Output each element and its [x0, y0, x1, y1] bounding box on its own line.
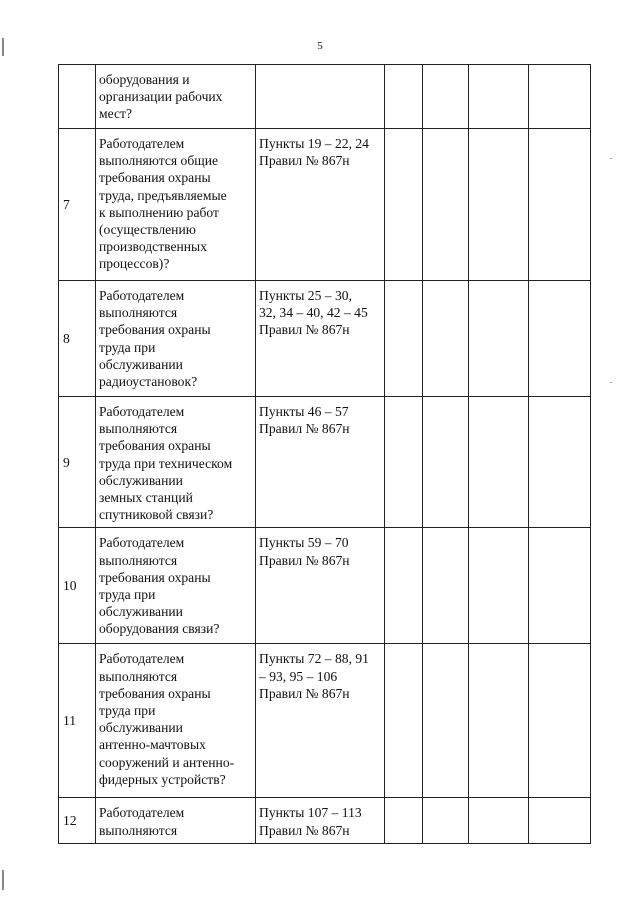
answer-cell: [529, 281, 591, 397]
question-line: Работодателем: [99, 288, 185, 303]
answer-cell: [423, 397, 469, 528]
requirements-cell: [256, 397, 385, 528]
requirements-cell: [256, 281, 385, 397]
answer-cell: [423, 644, 469, 798]
answer-cell: [423, 281, 469, 397]
requirements-line: Правил № 867н: [259, 552, 350, 568]
question-line: спутниковой связи?: [99, 507, 214, 523]
answer-cell: [423, 129, 469, 281]
question-cell: [96, 129, 256, 281]
requirements-cell: [256, 129, 385, 281]
question-line: производственных: [99, 239, 207, 255]
requirements-cell: [256, 798, 385, 843]
answer-cell: [529, 65, 591, 129]
table-row: [59, 65, 591, 129]
table-row: [59, 644, 591, 798]
requirements-line: Правил № 867н: [259, 322, 350, 338]
answer-cell: [529, 644, 591, 798]
question-cell: [96, 281, 256, 397]
requirements-line: Правил № 867н: [259, 153, 350, 169]
requirements-line: Пункты 72 – 88, 91: [259, 651, 369, 667]
question-line: (осуществлению: [99, 222, 196, 238]
requirements-line: Правил № 867н: [259, 822, 350, 838]
question-line: выполняются: [99, 305, 178, 321]
requirements-line: Пункты 59 – 70: [259, 535, 349, 551]
question-cell: [96, 644, 256, 798]
scan-speck: [610, 382, 612, 383]
table-row: [59, 129, 591, 281]
answer-cell: [469, 798, 529, 843]
answer-cell: [423, 798, 469, 843]
question-cell: [96, 397, 256, 528]
answer-cell: [469, 528, 529, 644]
page-number: 5: [317, 40, 323, 52]
question-line: фидерных устройств?: [99, 771, 226, 787]
answer-cell: [385, 528, 423, 644]
answer-cell: [423, 528, 469, 644]
question-line: требования охраны: [99, 170, 211, 186]
requirements-cell: [256, 65, 385, 129]
answer-cell: [469, 129, 529, 281]
row-number: [59, 65, 96, 129]
row-number: 8: [59, 281, 96, 397]
question-line: труда при: [99, 703, 156, 719]
question-line: обслуживании: [99, 356, 183, 372]
question-line: Работодателем: [99, 805, 185, 821]
requirements-line: 32, 34 – 40, 42 – 45: [259, 305, 368, 321]
question-line: требования охраны: [99, 322, 211, 338]
question-line: труда при техническом: [99, 455, 233, 471]
answer-cell: [385, 281, 423, 397]
question-line: труда при: [99, 587, 156, 603]
question-cell: [96, 528, 256, 644]
answer-cell: [469, 65, 529, 129]
requirements-line: Пункты 25 – 30,: [259, 288, 352, 303]
question-line: Работодателем: [99, 651, 185, 667]
question-line: обслуживании: [99, 720, 183, 736]
answer-cell: [469, 644, 529, 798]
question-line: обслуживании: [99, 472, 183, 488]
row-number: 7: [59, 129, 96, 281]
answer-cell: [529, 798, 591, 843]
row-number: 12: [59, 798, 96, 843]
row-number: 9: [59, 397, 96, 528]
answer-cell: [529, 528, 591, 644]
table-row: [59, 397, 591, 528]
scan-edge-mark: [2, 870, 4, 890]
question-line: Работодателем: [99, 535, 185, 551]
question-line: Работодателем: [99, 404, 185, 419]
requirements-line: Правил № 867н: [259, 421, 350, 437]
question-line: организации рабочих: [99, 89, 223, 105]
question-line: выполняются: [99, 421, 178, 437]
question-line: выполняются: [99, 668, 178, 684]
answer-cell: [385, 129, 423, 281]
row-number: 11: [59, 644, 96, 798]
requirements-line: Правил № 867н: [259, 685, 350, 701]
question-line: к выполнению работ: [99, 204, 219, 220]
question-cell: [96, 65, 256, 129]
answer-cell: [469, 397, 529, 528]
question-line: труда при: [99, 339, 156, 355]
checklist-table: [58, 64, 591, 844]
answer-cell: [529, 129, 591, 281]
question-line: оборудования связи?: [99, 621, 220, 637]
requirements-cell: [256, 528, 385, 644]
question-cell: [96, 798, 256, 843]
requirements-line: Пункты 19 – 22, 24: [259, 136, 369, 151]
question-line: оборудования и: [99, 72, 190, 87]
question-line: Работодателем: [99, 136, 185, 151]
requirements-line: – 93, 95 – 106: [259, 668, 338, 684]
answer-cell: [469, 281, 529, 397]
requirements-line: Пункты 46 – 57: [259, 404, 349, 419]
question-line: обслуживании: [99, 604, 183, 620]
answer-cell: [529, 397, 591, 528]
question-line: сооружений и антенно-: [99, 754, 235, 770]
question-line: требования охраны: [99, 685, 211, 701]
question-line: мест?: [99, 106, 132, 122]
question-line: выполняются общие: [99, 153, 219, 169]
question-line: антенно-мачтовых: [99, 737, 206, 753]
answer-cell: [385, 644, 423, 798]
requirements-line: Пункты 107 – 113: [259, 805, 362, 821]
question-line: радиоустановок?: [99, 374, 198, 390]
table-row: [59, 281, 591, 397]
answer-cell: [423, 65, 469, 129]
question-line: требования охраны: [99, 569, 211, 585]
question-line: требования охраны: [99, 438, 211, 454]
answer-cell: [385, 65, 423, 129]
question-line: труда, предъявляемые: [99, 187, 227, 203]
question-line: выполняются: [99, 822, 178, 838]
scan-speck: [610, 158, 612, 159]
question-line: выполняются: [99, 552, 178, 568]
answer-cell: [385, 798, 423, 843]
question-line: земных станций: [99, 490, 193, 506]
requirements-cell: [256, 644, 385, 798]
table-row: [59, 798, 591, 843]
answer-cell: [385, 397, 423, 528]
table-row: [59, 528, 591, 644]
question-line: процессов)?: [99, 256, 170, 272]
row-number: 10: [59, 528, 96, 644]
